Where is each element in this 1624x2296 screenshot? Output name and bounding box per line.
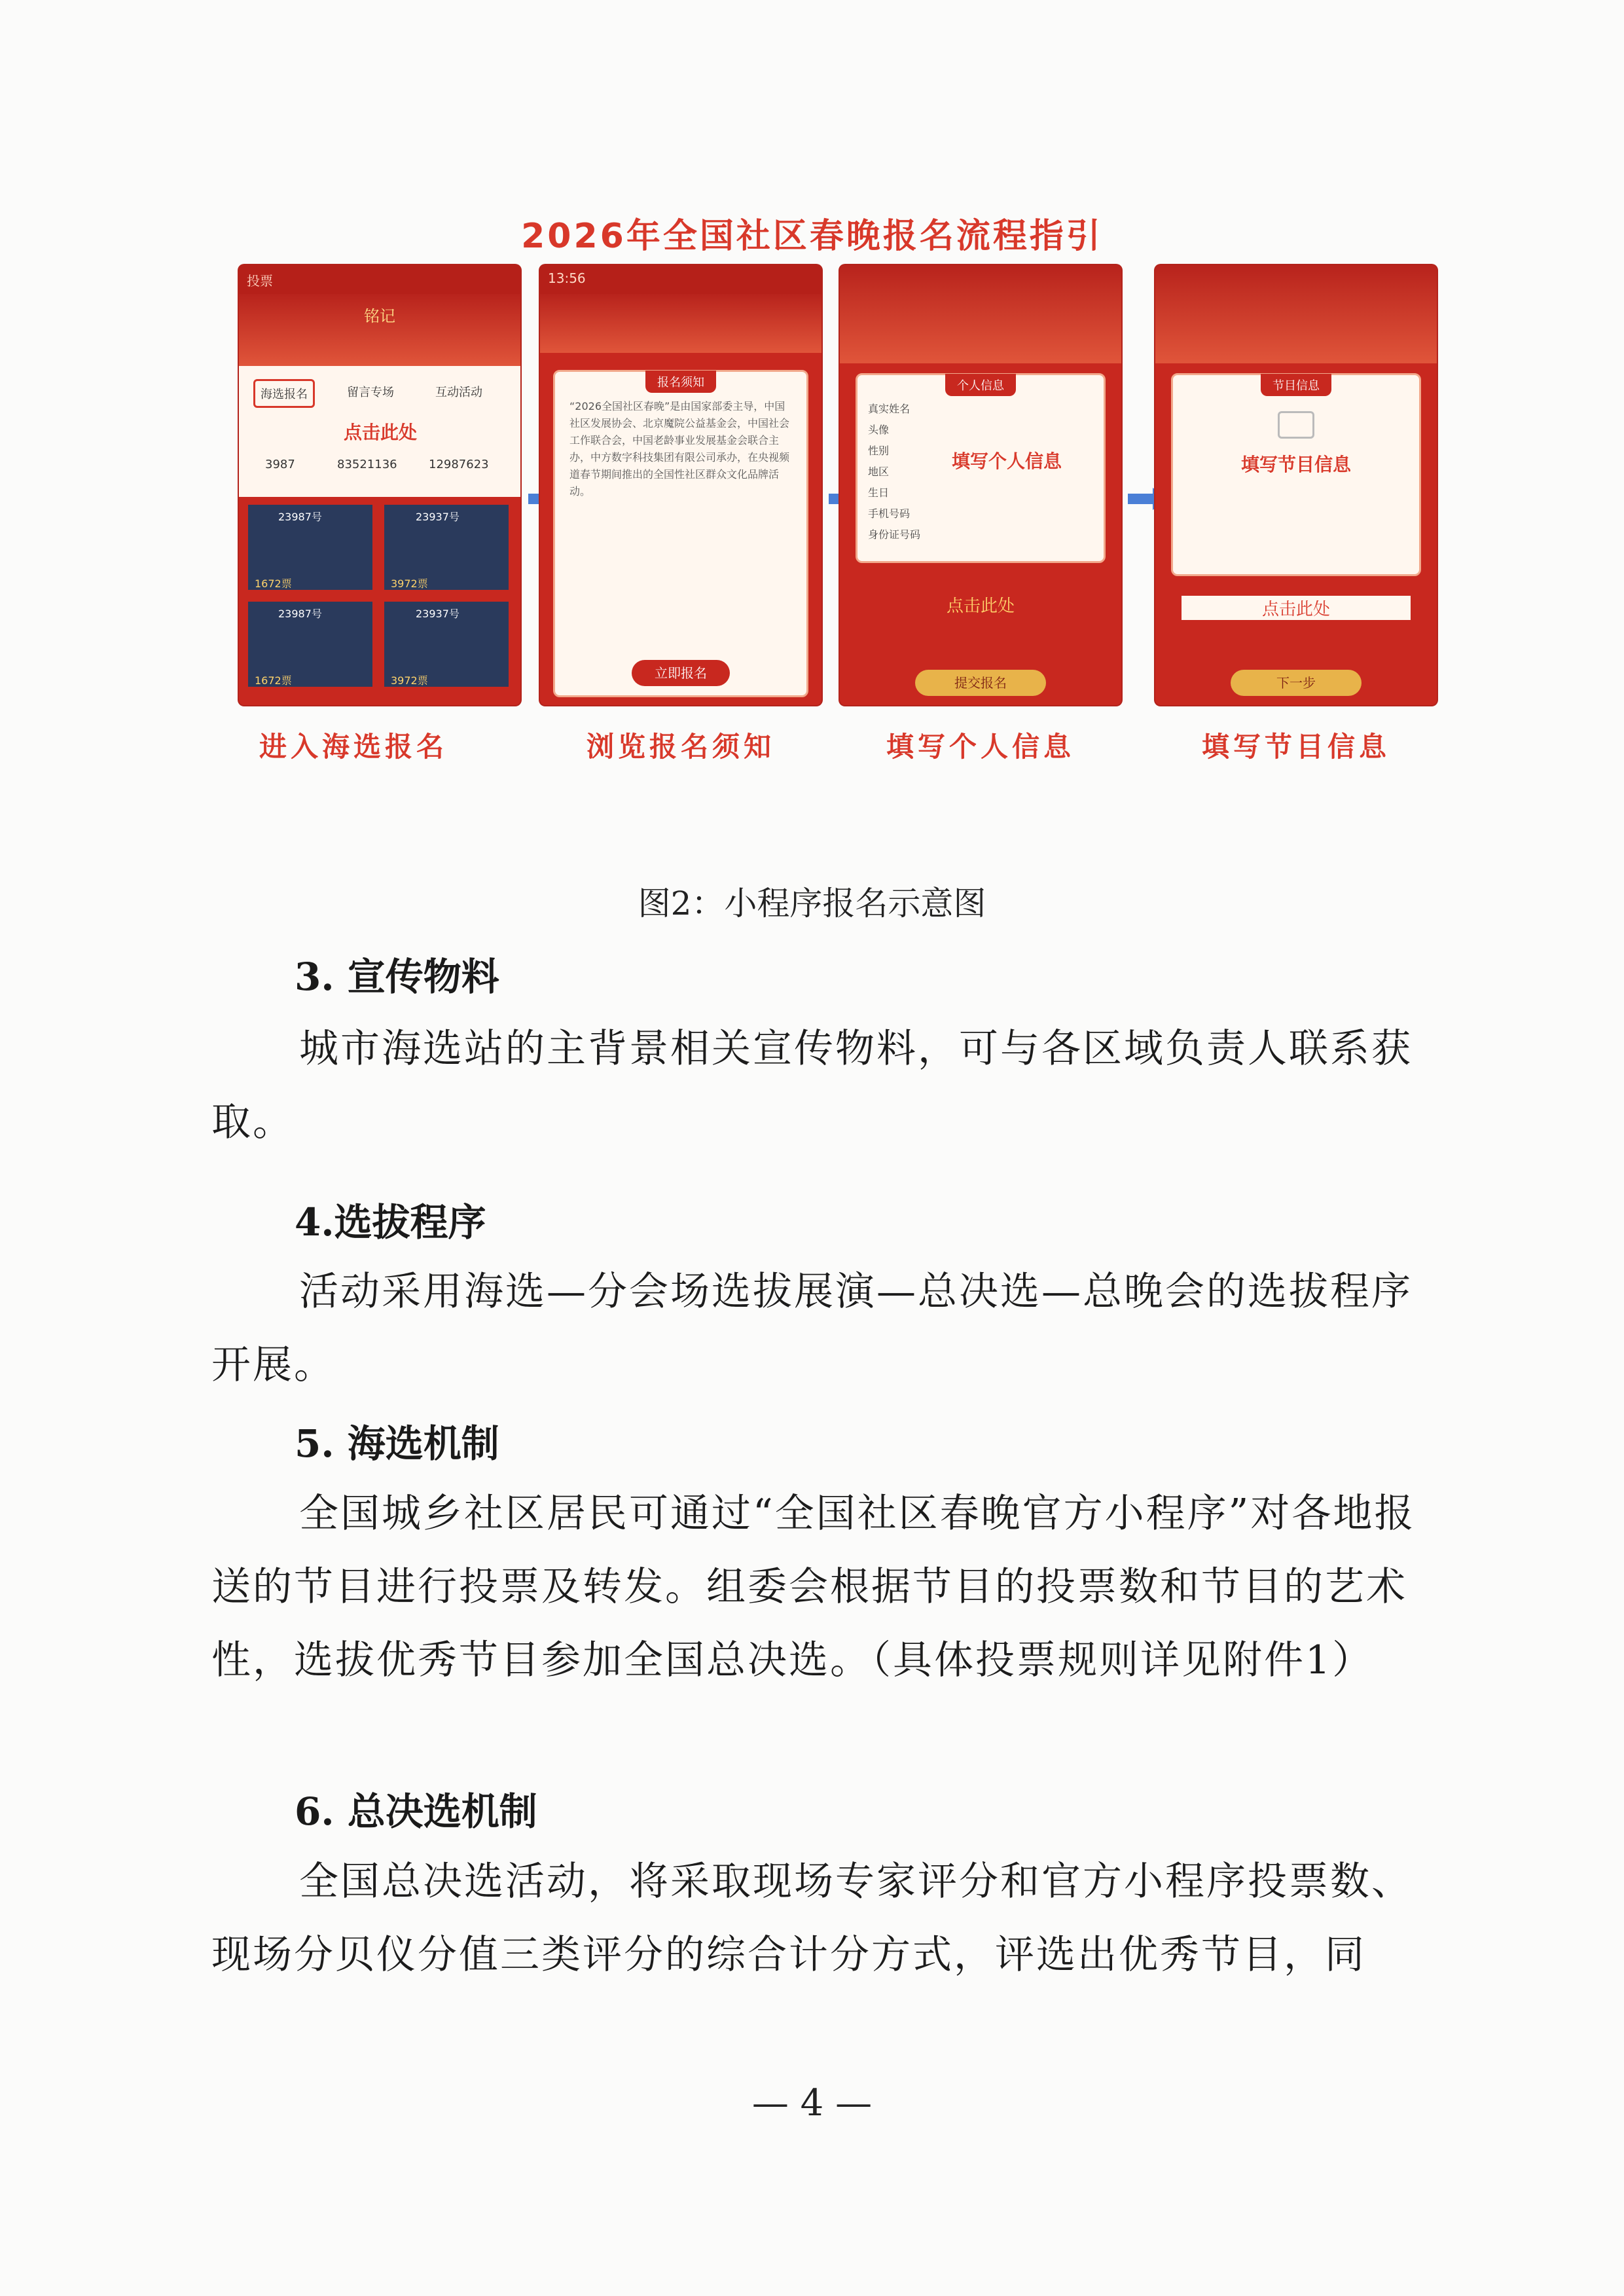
- step-label-4: 填写节目信息: [1201, 731, 1390, 763]
- screen1-hint: 点击此处: [344, 422, 418, 443]
- screen1-menu-item: 互动活动: [435, 386, 482, 399]
- screen1-vote-id: 23937号: [416, 511, 460, 523]
- page-number: — 4 —: [751, 2082, 873, 2124]
- screen1-votes: 1672票: [255, 577, 292, 590]
- screenshot-read-notice: [540, 265, 821, 705]
- screen2-apply-button: 立即报名: [632, 660, 730, 686]
- screen4-program-card: [1171, 373, 1421, 576]
- screen3-field: 头像: [868, 424, 890, 436]
- screen1-vote-id: 23987号: [278, 511, 322, 523]
- screen3-submit-button: 提交报名: [915, 670, 1046, 696]
- screen3-field: 性别: [868, 445, 890, 457]
- step-label-1: 进入海选报名: [259, 731, 448, 763]
- screenshot-enter-audition: [239, 265, 520, 705]
- screen3-banner: [840, 265, 1121, 363]
- screen3-field: 地区: [868, 465, 890, 478]
- section-paragraph: 全国总决选活动，将采取现场专家评分和官方小程序投票数、现场分贝仪分值三类评分的综合计分方式，评选出优秀节目，同: [211, 1859, 1413, 1978]
- screen3-hint: 填写个人信息: [951, 450, 1062, 472]
- screen1-grid: [239, 497, 520, 693]
- camera-icon: [1278, 411, 1314, 439]
- screen2-banner: [540, 294, 821, 353]
- screen1-votes: 1672票: [255, 674, 292, 687]
- screenshot-personal-info: [840, 265, 1121, 705]
- section-heading: 6. 总决选机制: [295, 1789, 537, 1834]
- screen3-field: 手机号码: [868, 507, 911, 520]
- section-heading: 5. 海选机制: [295, 1421, 499, 1466]
- section-paragraph: 活动采用海选—分会场选拔展演—总决选—总晚会的选拔程序开展。: [211, 1269, 1413, 1388]
- screen3-tap-text: 点击此处: [946, 596, 1015, 616]
- figure-title: 2026年全国社区春晚报名流程指引: [521, 217, 1103, 256]
- screen1-stat: 83521136: [337, 458, 397, 471]
- screen1-stat: 12987623: [429, 458, 489, 471]
- screen2-notice-body: “2026全国社区春晚”是由国家部委主导，中国社区发展协会、北京魔院公益基金会，中国社会工作联合会，中国老龄事业发展基金会联合主办，中方数字科技集团有限公司承办，在央视频道春节期间推出的全国性社区群众文化品牌活动。: [569, 400, 790, 498]
- screen4-tap-text: 点击此处: [1182, 596, 1411, 620]
- screen1-banner: 铭记: [239, 294, 520, 366]
- screen1-vote-id: 23987号: [278, 608, 322, 620]
- screen3-field: 真实姓名: [868, 403, 911, 415]
- section-paragraph: 城市海选站的主背景相关宣传物料，可与各区域负责人联系获取。: [211, 1026, 1413, 1145]
- screen3-field: 生日: [868, 486, 890, 499]
- screen1-vote-id: 23937号: [416, 608, 460, 620]
- screen4-next-button: 下一步: [1231, 670, 1362, 696]
- screen4-hint: 填写节目信息: [1240, 454, 1351, 475]
- screenshot-program-info: [1155, 265, 1437, 705]
- figure-caption: 图2：小程序报名示意图: [638, 884, 986, 922]
- screen3-info-card: [856, 373, 1106, 563]
- screen2-notice-card: [553, 370, 808, 697]
- screen1-menu-item: 留言专场: [347, 386, 394, 399]
- screen1-topbar: 投票: [239, 265, 520, 294]
- screen3-field: 身份证号码: [868, 528, 921, 541]
- section-paragraph: 全国城乡社区居民可通过“全国社区春晚官方小程序”对各地报送的节目进行投票及转发。组委会根据节目的投票数和节目的艺术性，选拔优秀节目参加全国总决选。（具体投票规则详见附件1）: [211, 1491, 1416, 1683]
- screen4-card-head: 节目信息: [1261, 374, 1331, 396]
- screen2-card-head: 报名须知: [645, 371, 716, 393]
- screen3-card-head: 个人信息: [945, 374, 1016, 396]
- step-label-3: 填写个人信息: [886, 731, 1075, 763]
- screen4-banner: [1155, 265, 1437, 363]
- screen1-menu-item: 海选报名: [253, 379, 315, 408]
- screen1-votes: 3972票: [391, 674, 428, 687]
- screen1-votes: 3972票: [391, 577, 428, 590]
- screen1-menu: [239, 366, 520, 497]
- screen2-topbar: 13:56: [540, 265, 821, 294]
- section-heading: 4.选拔程序: [295, 1200, 486, 1245]
- screen1-stat: 3987: [265, 458, 295, 471]
- step-label-2: 浏览报名须知: [586, 731, 775, 763]
- section-heading: 3. 宣传物料: [295, 955, 499, 999]
